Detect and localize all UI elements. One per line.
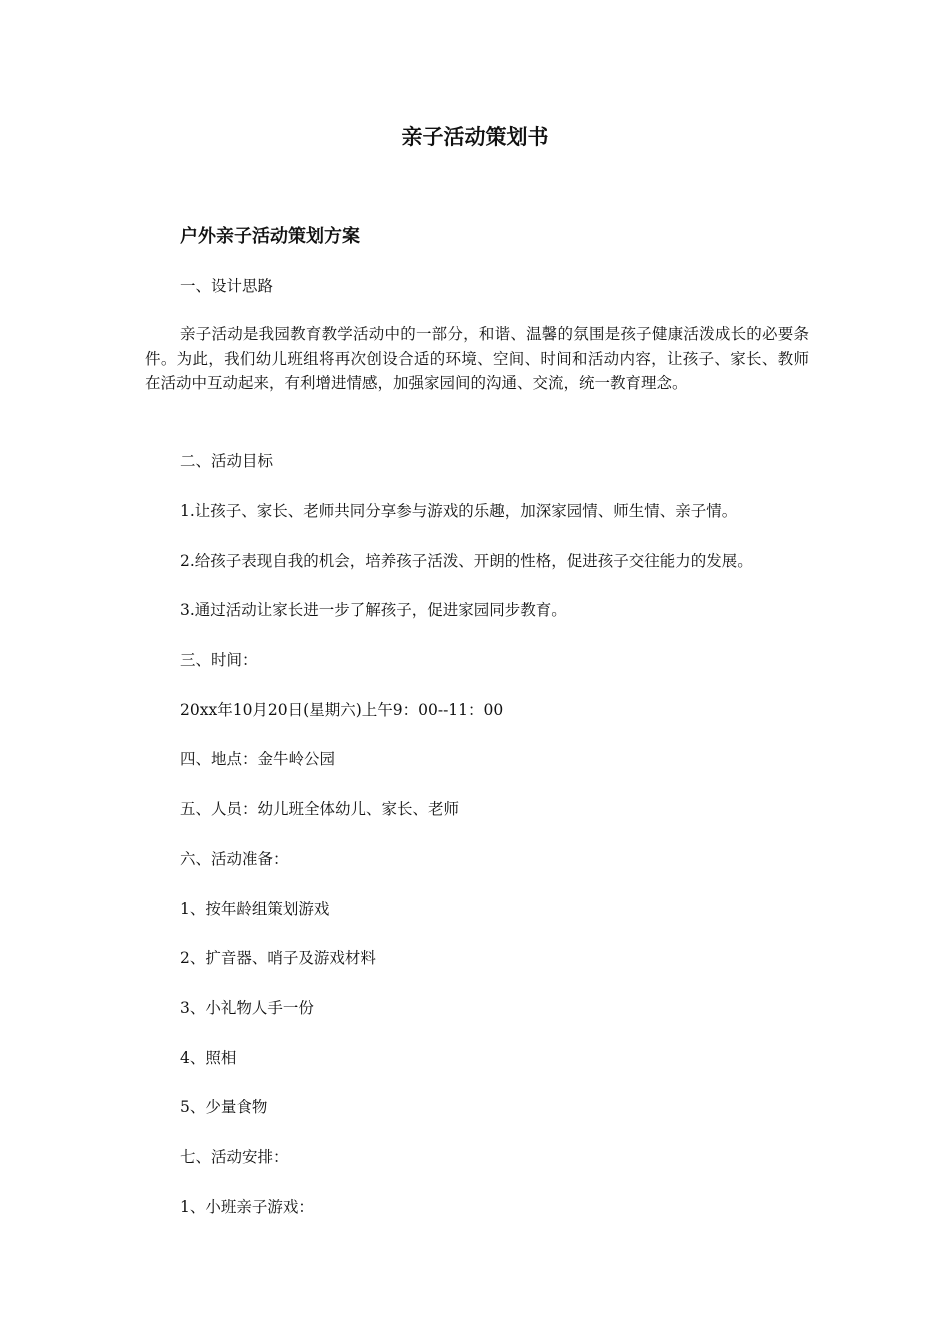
preparation-item: 5、少量食物 [180,1098,268,1116]
section-location: 四、地点：金牛岭公园 [180,750,336,768]
section-heading-goals: 二、活动目标 [180,452,274,470]
section-heading-time: 三、时间： [180,651,258,669]
arrangement-item: 1、小班亲子游戏： [180,1198,314,1216]
preparation-item: 2、扩音器、哨子及游戏材料 [180,949,376,967]
goal-item: 2.给孩子表现自我的机会，培养孩子活泼、开朗的性格，促进孩子交往能力的发展。 [180,552,753,570]
preparation-item: 4、照相 [180,1049,237,1067]
time-value: 20xx年10月20日(星期六)上午9：00--11：00 [180,701,504,719]
section-heading-arrangement: 七、活动安排： [180,1148,289,1166]
preparation-item: 1、按年龄组策划游戏 [180,900,330,918]
section-heading-design: 一、设计思路 [180,277,274,295]
design-paragraph: 亲子活动是我园教育教学活动中的一部分，和谐、温馨的氛围是孩子健康活泼成长的必要条件。为此，我们幼儿班组将再次创设合适的环境、空间、时间和活动内容，让孩子、家长、教师在活动中互动起来，有利增进情感，加强家园间的沟通、交流，统一教育理念。 [145,325,809,392]
section-people: 五、人员：幼儿班全体幼儿、家长、老师 [180,800,460,818]
section-heading-preparation: 六、活动准备： [180,850,289,868]
preparation-item: 3、小礼物人手一份 [180,999,314,1017]
goal-item: 1.让孩子、家长、老师共同分享参与游戏的乐趣，加深家园情、师生情、亲子情。 [180,502,738,520]
goal-item: 3.通过活动让家长进一步了解孩子，促进家园同步教育。 [180,601,567,619]
document-title: 亲子活动策划书 [401,125,549,149]
document-subtitle: 户外亲子活动策划方案 [180,226,360,247]
